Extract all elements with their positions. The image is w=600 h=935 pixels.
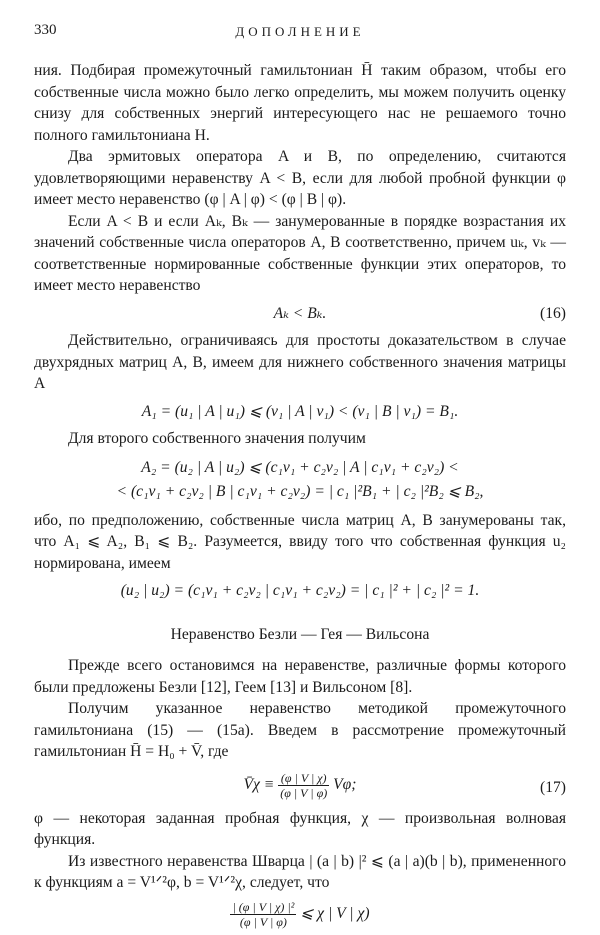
equation-17-number: (17)	[540, 778, 566, 796]
paragraph-3: Если A < B и если Aₖ, Bₖ — занумерованные в порядке возрастания их значений собственные числа операторов A, B соответственно, причем uₖ, vₖ — соответственные нормированные собственные функции этих операторов, то имеет место неравенство	[34, 212, 566, 294]
equation-17-lhs: V̄χ ≡	[243, 775, 275, 793]
equation-norm: (u₂ | u₂) = (c₁v₁ + c₂v₂ | c₁v₁ + c₂v₂) = | c₁ |² + | c₂ |² = 1.	[120, 582, 480, 599]
equation-16-body: Aₖ < Bₖ.	[273, 304, 327, 322]
equation-17-denominator: (φ | V | φ)	[280, 785, 328, 800]
running-title: ДОПОЛНЕНИЕ	[235, 24, 365, 39]
equation-17-numerator: (φ | V | χ)	[278, 771, 329, 786]
page-header	[34, 22, 566, 46]
paragraph-9: φ — некоторая заданная пробная функция, χ — произвольная волновая функция.	[34, 809, 566, 848]
equation-a2-line-1: A₂ = (u₂ | A | u₂) ⩽ (c₁v₁ + c₂v₂ | A | c₁v₁ + c₂v₂) <	[141, 458, 459, 476]
paragraph-6: ибо, по предположению, собственные числа матриц A, B занумерованы так, что A₁ ⩽ A₂, B₁ ⩽ B₂. Разумеется, ввиду того что собственная функция u₂ нормирована, имеем	[34, 511, 566, 572]
equation-last-fraction	[230, 900, 296, 929]
paragraph-5: Для второго собственного значения получим	[68, 430, 366, 447]
paragraph-7: Прежде всего остановимся на неравенстве, различные формы которого были предложены Безли [12], Геем [13] и Вильсоном [8].	[34, 657, 566, 696]
equation-a2	[34, 456, 566, 504]
section-heading: Неравенство Безли — Гея — Вильсона	[170, 625, 430, 643]
equation-17-fraction	[278, 771, 329, 800]
equation-last	[34, 900, 566, 929]
equation-a2-line-2: < (c₁v₁ + c₂v₂ | B | c₁v₁ + c₂v₂) = | c₁ |²B₁ + | c₂ |²B₂ ⩽ B₂,	[116, 482, 484, 500]
paragraph-2: Два эрмитовых оператора A и B, по определению, считаются удовлетворяющими неравенству A < B, если для любой пробной функции φ имеет место неравенство (φ | A | φ) < (φ | B | φ).	[34, 148, 566, 208]
paragraph-1: ния. Подбирая промежуточный гамильтониан H̄ таким образом, чтобы его собственные числа можно было легко определить, мы можем получить оценку снизу для собственных энергий интересующего нас не решаемого точно полного гамильтониана H.	[34, 62, 566, 144]
equation-17-rhs: Vφ;	[333, 775, 357, 793]
equation-16-number: (16)	[540, 304, 566, 322]
paragraph-4: Действительно, ограничиваясь для простоты доказательством в случае двухрядных матриц A, B, имеем для нижнего собственного значения матрицы A	[34, 332, 566, 392]
equation-last-rhs: ⩽ χ | V | χ)	[300, 904, 370, 922]
equation-last-numerator: | (φ | V | χ) |²	[232, 899, 295, 914]
equation-a1: A₁ = (u₁ | A | u₁) ⩽ (v₁ | A | v₁) < (v₁ | B | v₁) = B₁.	[141, 402, 459, 420]
equation-16	[34, 303, 566, 325]
paragraph-10: Из известного неравенства Шварца | (a | b) |² ⩽ (a | a)(b | b), примененного к функциям a = V¹ᐟ²φ, b = V¹ᐟ²χ, следует, что	[34, 852, 566, 891]
page-number: 330	[34, 22, 57, 38]
equation-17	[34, 771, 566, 800]
page-body	[34, 60, 566, 935]
equation-last-denominator: (φ | V | φ)	[239, 914, 287, 929]
paragraph-8: Получим указанное неравенство методикой промежуточного гамильтониана (15) — (15а). Введем в рассмотрение промежуточный гамильтониан H̄ = H₀ + V̄, где	[34, 700, 566, 760]
